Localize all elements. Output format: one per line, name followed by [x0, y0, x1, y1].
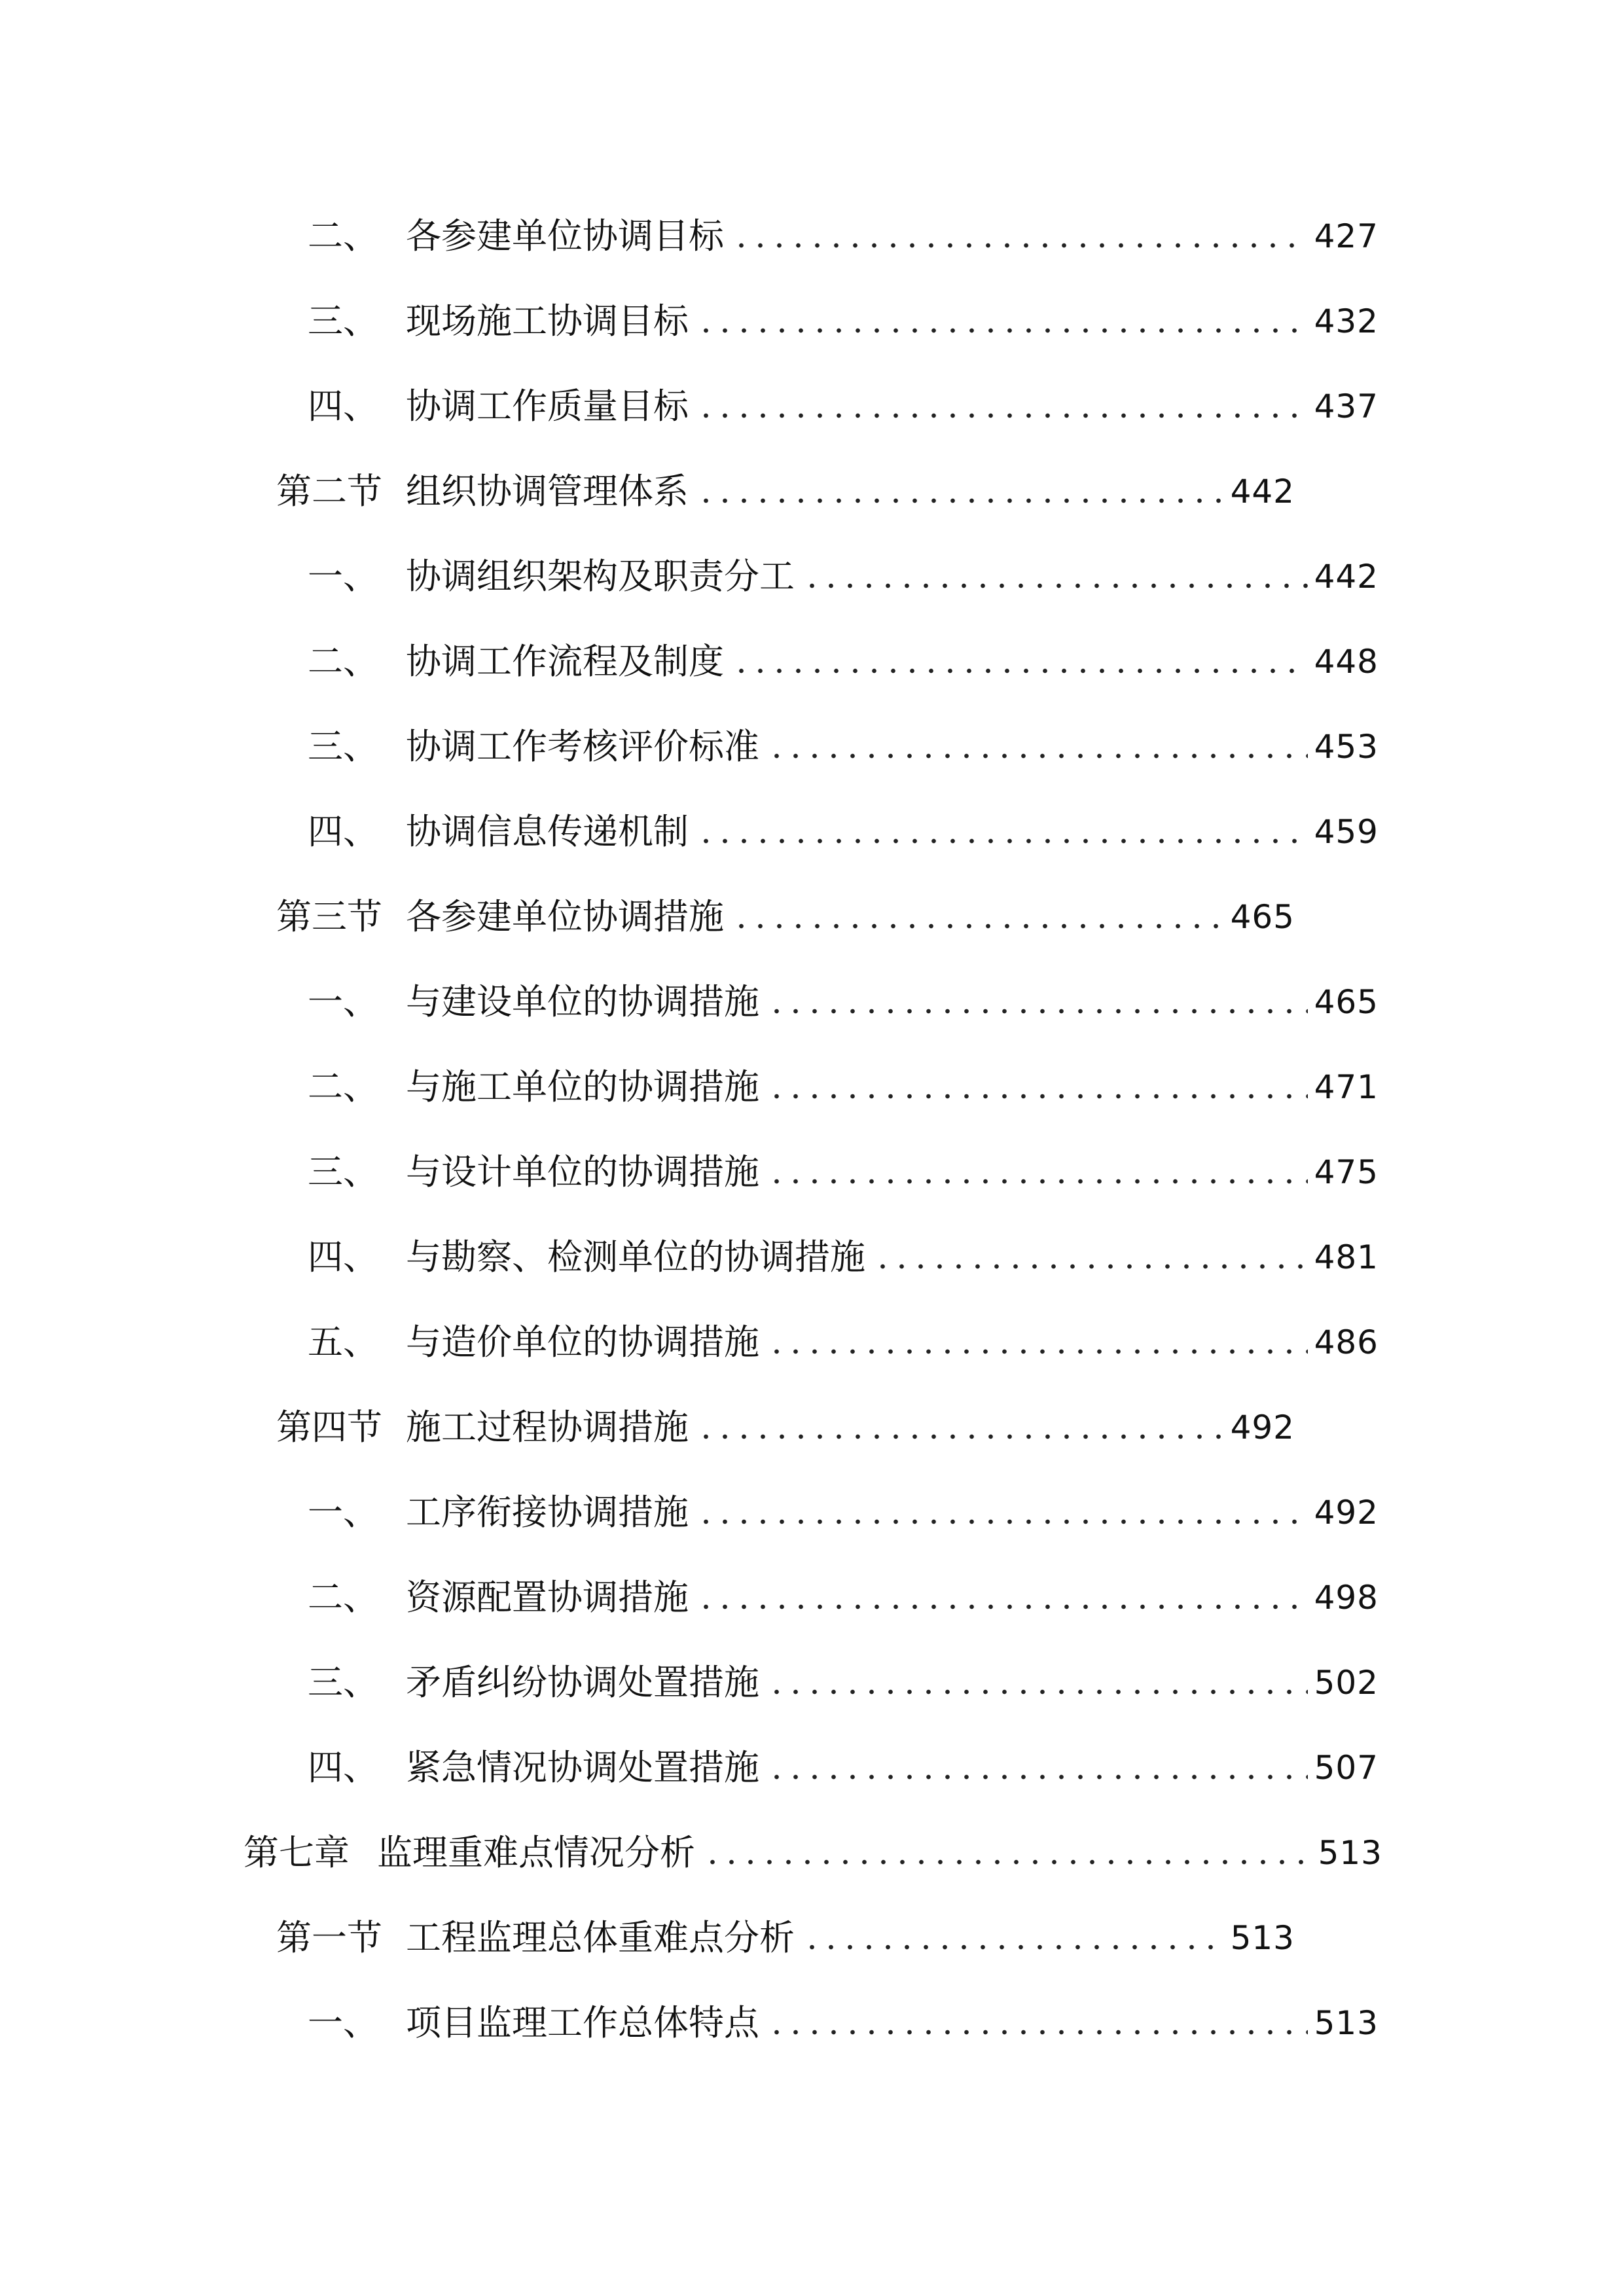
dot-leader — [803, 581, 1308, 590]
toc-entry-page: 442 — [1230, 473, 1295, 511]
toc-entry-number: 第三节 — [276, 896, 382, 937]
dot-leader — [696, 1517, 1308, 1526]
toc-entry-page: 427 — [1314, 217, 1379, 255]
toc-entry-title: 各参建单位协调目标 — [406, 215, 724, 257]
toc-entry[interactable] — [308, 1660, 1379, 1706]
toc-entry-number: 三、 — [308, 726, 378, 767]
toc-entry-page: 432 — [1314, 302, 1379, 340]
toc-entry-number: 二、 — [308, 641, 378, 682]
toc-entry-number: 五、 — [308, 1321, 378, 1363]
dot-leader — [767, 2028, 1308, 2037]
toc-entry-title: 现场施工协调目标 — [406, 300, 689, 342]
toc-entry-page: 513 — [1318, 1834, 1382, 1872]
toc-entry[interactable] — [308, 384, 1379, 429]
toc-entry-number: 二、 — [308, 1066, 378, 1107]
dot-leader — [767, 1772, 1308, 1782]
toc-entry[interactable] — [244, 1830, 1382, 1876]
toc-entry-page: 513 — [1314, 2004, 1379, 2042]
toc-entry-title: 与造价单位的协调措施 — [406, 1321, 759, 1363]
dot-leader — [732, 666, 1308, 675]
toc-entry[interactable] — [308, 2000, 1379, 2046]
dot-leader — [732, 922, 1224, 931]
toc-entry-number: 四、 — [308, 386, 378, 427]
toc-entry[interactable] — [308, 213, 1379, 259]
toc-entry-number: 一、 — [308, 2002, 378, 2043]
toc-entry-title: 与施工单位的协调措施 — [406, 1066, 759, 1107]
toc-entry[interactable] — [276, 1405, 1295, 1450]
toc-entry-number: 第二节 — [276, 471, 382, 512]
dot-leader — [703, 1857, 1312, 1867]
toc-entry-number: 第一节 — [276, 1917, 382, 1958]
dot-leader — [767, 1687, 1308, 1696]
toc-entry-page: 453 — [1314, 728, 1379, 766]
toc-entry-page: 465 — [1230, 898, 1295, 936]
toc-entry-title: 协调工作考核评价标准 — [406, 726, 759, 767]
toc-entry-page: 442 — [1314, 558, 1379, 596]
toc-entry-page: 492 — [1230, 1408, 1295, 1446]
toc-entry[interactable] — [276, 1915, 1295, 1961]
toc-entry-title: 协调工作流程及制度 — [406, 641, 724, 682]
toc-entry-page: 465 — [1314, 983, 1379, 1021]
toc-entry-title: 工序衔接协调措施 — [406, 1492, 689, 1533]
dot-leader — [696, 411, 1308, 420]
dot-leader — [696, 1602, 1308, 1611]
toc-entry[interactable] — [276, 469, 1295, 514]
dot-leader — [696, 1432, 1224, 1441]
toc-entry[interactable] — [308, 554, 1379, 600]
toc-entry-title: 协调工作质量目标 — [406, 386, 689, 427]
toc-entry-number: 一、 — [308, 981, 378, 1022]
toc-entry-number: 一、 — [308, 556, 378, 597]
toc-entry-title: 协调组织架构及职责分工 — [406, 556, 795, 597]
toc-entry-title: 与设计单位的协调措施 — [406, 1151, 759, 1193]
toc-entry-page: 502 — [1314, 1664, 1379, 1702]
dot-leader — [767, 751, 1308, 761]
dot-leader — [803, 1943, 1224, 1952]
toc-entry-page: 498 — [1314, 1579, 1379, 1617]
toc-entry-title: 项目监理工作总体特点 — [406, 2002, 759, 2043]
dot-leader — [732, 241, 1308, 250]
dot-leader — [767, 1092, 1308, 1101]
toc-entry[interactable] — [308, 1149, 1379, 1195]
toc-entry-page: 475 — [1314, 1153, 1379, 1191]
dot-leader — [767, 1177, 1308, 1186]
toc-entry-number: 第七章 — [244, 1832, 350, 1873]
toc-entry[interactable] — [308, 1575, 1379, 1621]
toc-entry-page: 486 — [1314, 1323, 1379, 1361]
toc-entry-page: 448 — [1314, 643, 1379, 681]
toc-entry-number: 二、 — [308, 215, 378, 257]
toc-entry[interactable] — [308, 1234, 1379, 1280]
toc-entry[interactable] — [308, 724, 1379, 770]
toc-entry-number: 三、 — [308, 300, 378, 342]
toc-entry-number: 四、 — [308, 1747, 378, 1788]
toc-entry-title: 施工过程协调措施 — [406, 1407, 689, 1448]
toc-entry-number: 一、 — [308, 1492, 378, 1533]
toc-entry-title: 工程监理总体重难点分析 — [406, 1917, 795, 1958]
toc-entry-number: 二、 — [308, 1577, 378, 1618]
dot-leader — [696, 836, 1308, 846]
toc-entry-page: 513 — [1230, 1919, 1295, 1957]
dot-leader — [696, 326, 1308, 335]
toc-entry-title: 资源配置协调措施 — [406, 1577, 689, 1618]
toc-entry[interactable] — [308, 1064, 1379, 1110]
toc-entry[interactable] — [276, 894, 1295, 940]
toc-entry-number: 第四节 — [276, 1407, 382, 1448]
toc-entry-number: 三、 — [308, 1662, 378, 1703]
toc-entry-title: 矛盾纠纷协调处置措施 — [406, 1662, 759, 1703]
toc-entry-title: 各参建单位协调措施 — [406, 896, 724, 937]
toc-entry-page: 507 — [1314, 1749, 1379, 1787]
toc-entry-title: 组织协调管理体系 — [406, 471, 689, 512]
dot-leader — [873, 1262, 1308, 1271]
toc-entry-title: 协调信息传递机制 — [406, 811, 689, 852]
toc-entry[interactable] — [308, 639, 1379, 685]
toc-entry[interactable] — [308, 298, 1379, 344]
toc-entry-title: 与建设单位的协调措施 — [406, 981, 759, 1022]
toc-entry-number: 三、 — [308, 1151, 378, 1193]
toc-entry-number: 四、 — [308, 811, 378, 852]
dot-leader — [767, 1347, 1308, 1356]
toc-entry-title: 监理重难点情况分析 — [377, 1832, 695, 1873]
toc-entry-page: 471 — [1314, 1068, 1379, 1106]
toc-entry-page: 492 — [1314, 1494, 1379, 1532]
toc-entry-number: 四、 — [308, 1236, 378, 1278]
toc-entry-title: 与勘察、检测单位的协调措施 — [406, 1236, 865, 1278]
toc-entry-page: 437 — [1314, 387, 1379, 425]
toc-entry[interactable] — [308, 1745, 1379, 1791]
toc-entry-page: 459 — [1314, 813, 1379, 851]
dot-leader — [767, 1007, 1308, 1016]
dot-leader — [696, 496, 1224, 505]
toc-entry[interactable] — [308, 809, 1379, 855]
toc-entry-page: 481 — [1314, 1238, 1379, 1276]
toc-entry[interactable] — [308, 1490, 1379, 1535]
toc-entry-title: 紧急情况协调处置措施 — [406, 1747, 759, 1788]
toc-entry[interactable] — [308, 979, 1379, 1025]
toc-entry[interactable] — [308, 1319, 1379, 1365]
